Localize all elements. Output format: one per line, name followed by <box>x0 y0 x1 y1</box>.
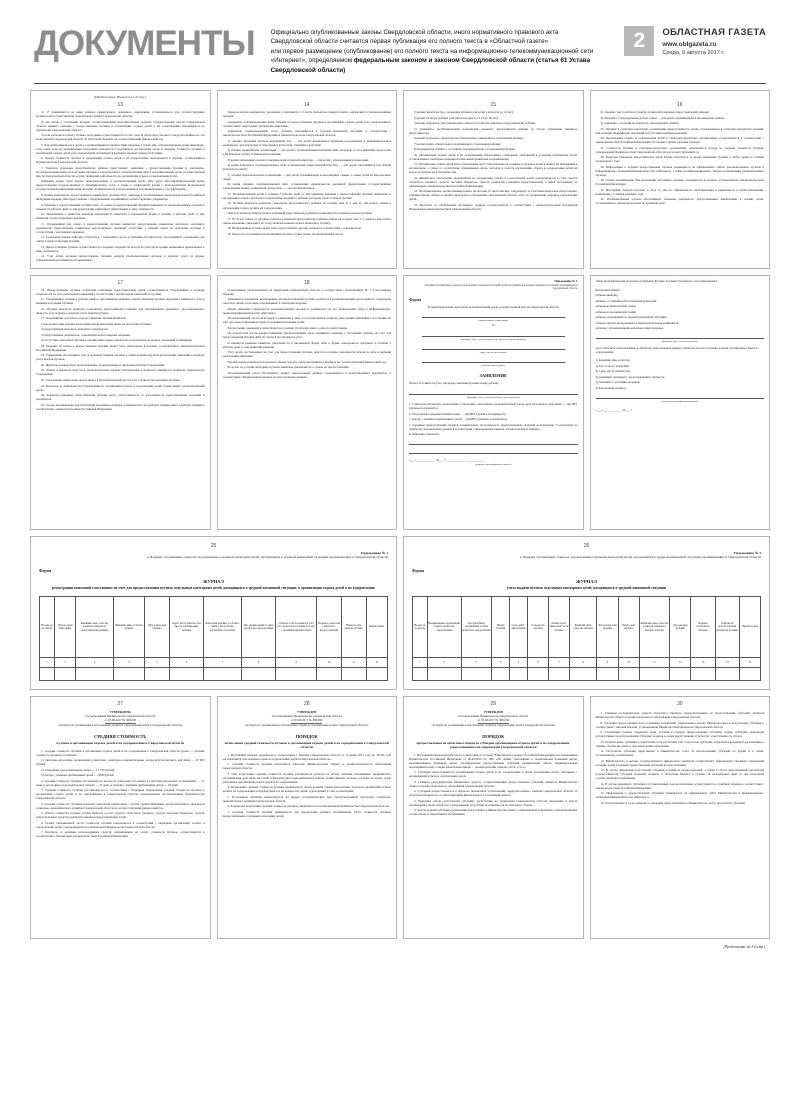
column-body: оздоровления, расположенные на территории Свердловской области, в соответствии с приложением № 1 к настоящему Порядку. Заявление и документы, необходимые для предоставления путевки, подаются в уполномоченный орган одним из следующих способов: лично; почтовым отправлением; в электронной форме. Форма заявления утверждается уполномоченным органом и размещается на его официальном сайте в информационно-телекоммуникационной сети «Интернет». Уполномоченный орган регистрирует заявление в день его поступления в журнале регистрации заявлений о постановке на учет для предоставления путевок отдельным категориям детей. Рассмотрение заявления осуществляется в течение 10 рабочих дней со дня его регистрации. По результатам рассмотрения заявления уполномоченный орган принимает решение о постановке ребенка на учет для предоставления путевки либо об отказе в постановке на учет. О принятом решении заявитель уведомляется в письменной форме либо в форме электронного документа в течение 5 рабочих дней со дня принятия решения. Учет детей, поставленных на учет для предоставления путевок, ведется в порядке очередности исходя из даты и времени регистрации заявления. Путевки предоставляются в пределах объема средств, предусмотренных в бюджете на соответствующий финансовый год. В случае отсутствия свободных путевок заявитель уведомляется о сроках их предоставления. Уполномоченный орган обеспечивает защиту персональных данных, содержащихся в представленных документах, в соответствии с Федеральным законом «О персональных данных». <box>222 287 391 379</box>
signature-caption: (подпись) (расшифровка подписи) <box>474 463 512 467</box>
approval-date-number: от 05.06.2017 № 368-ПП <box>477 717 509 722</box>
masthead-notice <box>255 26 625 75</box>
masthead <box>0 0 800 75</box>
form-label: Форма <box>409 296 422 302</box>
column-number: 14 <box>303 102 310 109</box>
journals-band <box>0 536 800 690</box>
approval-about: «О мерах по организации и обеспечению отдыха и оздоровления детей в Свердловской области» <box>244 722 369 727</box>
approval-label: УТВЕРЖДЕНА <box>109 709 131 714</box>
addressee-field[interactable] <box>422 312 565 318</box>
child-name-caption: (фамилия, имя, отчество ребенка, дата рождения) <box>466 396 520 400</box>
form-addressee: В территориальный отраслевой исполнительный орган государственной власти Свердловской области <box>427 304 559 309</box>
table-row <box>40 667 388 680</box>
column-body: 7. Главным распорядителем средств областного бюджета, предусмотренных на предоставление субсидий, является Министерство общего и профессионального образования Свердловской области. 8. Субсидии предоставляются на основании соглашения, заключаемого между Министерством и получателем субсидии в соответствии с типовой формой, установленной Министерством финансов Свердловской области. 9. Соглашение должно содержать: цели, условия и порядок предоставления субсидии; размер субсидии; показатели результативности использования субсидии; порядок и сроки представления отчетности; ответственность сторон. 10. Перечисление субсидии осуществляется на расчетный счет получателя субсидии, открытый в кредитной организации, в течение 10 рабочих дней со дня заключения соглашения. 11. Получатель субсидии представляет в Министерство отчет об использовании субсидии по форме и в сроки, установленные соглашением. 12. Министерство и органы государственного финансового контроля осуществляют обязательную проверку соблюдения условий, целей и порядка предоставления субсидий их получателями. 13. В случае нарушения получателем субсидии условий ее предоставления, а также в случае недостижения показателей результативности субсидия подлежит возврату в областной бюджет в течение 30 календарных дней со дня получения соответствующего требования. 14. В случае невозврата субсидии в установленный срок ее взыскание осуществляется в судебном порядке в соответствии с законодательством Российской Федерации. 15. Информация о предоставлении субсидий размещается на официальном сайте Министерства в информационно-телекоммуникационной сети «Интернет». 16. Ответственность за достоверность сведений, представляемых в Министерство, несут получатели субсидий. <box>595 710 764 805</box>
column-number: 28 <box>303 700 310 707</box>
child-name-field[interactable] <box>409 389 578 395</box>
page-title: ДОКУМЕНТЫ <box>34 24 255 63</box>
table-header-row: Но-мер по по-ряд-ку Наименование организации отдыха детей и их оздоровления Тип (профиль) организации отдыха детей и их оздоровления Номер путевки Срок дейст-вия путевки Стои-мость путевки Размер опла-чивае-мой части путевки Фамилия, имя, отчество ребенка Дата рожде-ния ребенка Катего-рия ребенка Фамилия, имя, отчество родителя (законного предста-вителя) Дата выдачи путевки Подпись получателя путевки Отметка об исполь-зовании (возврате) путевки При-меча-ние <box>413 596 761 657</box>
journal-subtitle: учета выдачи путевок отдельным категориям детей, находящихся в трудной жизненной ситуации <box>506 586 667 591</box>
applicant-address-field[interactable] <box>422 344 565 350</box>
journal-table <box>39 596 388 681</box>
column-15 <box>403 90 584 269</box>
form-title: ЗАЯВЛЕНИЕ <box>479 373 507 379</box>
column-body: 2) копия свидетельства о рождении ребенка (для детей в возрасте до 14 лет); 3) копия паспорта ребенка (для детей в возрасте от 14 до 18 лет); 4) копия документа, удостоверяющего личность родителя (законного представителя) ребенка; 5) документы, подтверждающие полномочия законного представителя ребенка (в случае обращения законного представителя); 6) копия страхового свидетельства обязательного пенсионного страхования ребенка; 7) копия полиса обязательного медицинского страхования ребенка; 8) медицинская справка о состоянии здоровья ребенка установленной формы. 20. Организация отдыха детей и их оздоровления обеспечивает соблюдение требований к условиям пребывания детей, установленных санитарно-эпидемиологическими правилами и нормативами. 21. Организация отдыха детей и их оздоровления несет ответственность за жизнь и здоровье детей в период их пребывания в организации, а также за соответствие применяемых форм, методов и средств организации отдыха и оздоровления детей их возрасту, интересам и потребностям. 22. Финансовое обеспечение мероприятий по организации отдыха и оздоровления детей осуществляется за счет средств областного бюджета, средств местных бюджетов, средств родителей (законных представителей) и иных источников, не запрещенных законодательством Российской Федерации. 23. Уполномоченные органы ежеквартально, не позднее 10 числа месяца, следующего за отчетным кварталом, представляют в Министерство общего и профессионального образования Свердловской области отчет об организации отдыха и оздоровления детей. 24. Контроль за соблюдением настоящего порядка осуществляется в соответствии с законодательством Российской Федерации и законодательством Свердловской области. <box>409 110 578 211</box>
masthead-notice-line2: Свердловской области считается первая публикация его полного текста в «Областной газете» <box>270 38 549 46</box>
column-body: ст. 17 применяются не ниже размера ежемесячного денежного содержания, установленного для соответствующих должностей государственной гражданской службы Свердловской области; 2) для детей, в отношении которых соответствующим исполнительным органом государственной власти Свердловской области принято решение о предоставлении путевки в организацию отдыха детей и их оздоровления, находящуюся на территории Свердловской области; 3) если расходы на оплату стоимости путевки осуществляются за счет средств областного бюджета, предусмотренных на эти цели законом Свердловской области об областном бюджете на соответствующий финансовый год. 5. Для детей-инвалидов и детей с ограниченными возможностями здоровья, а также лиц, сопровождающих детей-инвалидов, если такие дети по медицинским показаниям нуждаются в постоянном постороннем уходе и помощи, стоимость путевки в организации отдыха детей и их оздоровления оплачивается в размере полной стоимости путевки. 6. Оплата стоимости путевок в организации отдыха детей и их оздоровления производится в порядке, установленном Правительством Свердловской области. 7. Родители (законные представители) ребенка представляют заявление о предоставлении путевки и документы, подтверждающие право на получение путевки, в орган местного самоуправления либо в исполнительный орган государственной власти Свердловской области, осуществляющий деятельность по организации отдыха и оздоровления детей. Заявление может быть подано непосредственно в уполномоченный орган либо через многофункциональный центр предоставления государственных и муниципальных услуг, а также в электронной форме с использованием федеральной государственной информационной системы «Единый портал государственных и муниципальных услуг (функций)». 8. Копии документов, представляемых заявителем, должны быть заверены в установленном законодательством Российской Федерации порядке либо представлены с предъявлением подлинников соответствующих документов. 9. Решение о предоставлении путевки либо об отказе в предоставлении путевки принимается уполномоченным органом в течение 10 рабочих дней со дня регистрации заявления и прилагаемых к нему документов. 10. Уведомление о принятом решении направляется заявителю в письменной форме в течение 5 рабочих дней со дня принятия соответствующего решения. 11. Основаниями для отказа в предоставлении путевки являются: представление заявителем неполного комплекта документов; представление заявителем недостоверных сведений; отсутствие у ребенка права на получение путевки в соответствии с настоящим порядком. 12. Гражданин вправе повторно обратиться с заявлением после устранения обстоятельств, послуживших основанием для отказа в предоставлении путевки. 13. Предоставление путевок осуществляется в порядке очередности исходя из даты регистрации заявления и прилагаемых к нему документов. 14. Учет детей, которым предоставлены путевки, ведется уполномоченным органом в журнале учета по форме, утверждаемой настоящим постановлением. <box>36 110 205 263</box>
approval-authority: постановлением Правительства Свердловской области <box>271 713 342 718</box>
table-row <box>413 667 761 680</box>
form-label: Форма <box>39 568 52 574</box>
column-number: 13 <box>117 102 124 109</box>
consent-form <box>590 275 771 530</box>
column-18 <box>217 275 398 530</box>
form-items: 1. Санитарно-курортную организацию (санаторий, санаторный оздоровительный лагерь круглогодичного действия) — ДА/НЕТ (нужное подчеркнуть). 2. Загородный оздоровительный лагерь — ДА/НЕТ (нужное подчеркнуть). 3. Лагерь с дневным пребыванием детей — ДА/НЕТ (нужное подчеркнуть). С порядком предоставления путевок ознакомлен(а). Достоверность представленных сведений подтверждаю. Согласен(на) на обработку персональных данных в соответствии с Федеральным законом «О персональных данных». К заявлению прилагаю: <box>409 402 578 437</box>
doc-title: ПОРЯДОК <box>482 733 505 739</box>
applicant-phone-field[interactable] <box>422 357 565 363</box>
issue-date: Среда, 9 августа 2017 г. <box>662 50 725 57</box>
column-number: 29 <box>490 700 497 707</box>
article-band-2 <box>0 275 800 530</box>
page-number-badge: 2 <box>624 26 654 56</box>
column-17 <box>30 275 211 530</box>
continuation-note: (Продолжение. Начало на 1-й стр.). <box>94 95 147 100</box>
consent-data-list: 1) фамилия, имя, отчество; 2) дата и место рождения; 3) адрес места жительства; 4) реквизиты документа, удостоверяющего личность; 5) сведения о состоянии здоровья; 6) контактный телефон. <box>595 358 665 390</box>
appendix-reference: к Порядку организации отдыха и оздоровления отдельных категорий детей, находящихся в трудной жизненной ситуации, проживающих в Свердловской области <box>520 555 761 560</box>
applicant-name-caption: (фамилия, имя, отчество родителя (законного представителя) <box>460 338 526 342</box>
continuation-footer: (Продолжение на 3-й стр.). <box>723 944 766 949</box>
doc-subtitle: исчисления средней стоимости путевок в организации отдыха детей и их оздоровления в Свердловской области <box>224 740 389 749</box>
appendix-number: Приложение № 2 <box>361 550 388 555</box>
approval-about: «О мерах по организации и обеспечению отдыха и оздоровления детей в Свердловской области» <box>58 722 183 727</box>
approval-date-number: от 05.06.2017 № 368-ПП <box>104 717 136 722</box>
journal-title: ЖУРНАЛ <box>203 579 224 585</box>
column-number: 26 <box>583 542 590 549</box>
addressee-caption: (наименование территории) <box>478 319 509 323</box>
masthead-notice-line4-plain: «Интернет», определяемом <box>270 57 354 65</box>
consent-child-caption: (фамилия, имя, отчество ребенка) <box>661 340 698 344</box>
doc-title: СРЕДНЯЯ СТОИМОСТЬ <box>94 733 147 739</box>
column-number: 17 <box>117 279 124 286</box>
column-13 <box>30 90 211 269</box>
column-number: 18 <box>303 279 310 286</box>
column-body: 14. Предоставление путевок родителям (законным представителям) детей осуществляется Учреждением в порядке очередности по дате регистрации заявления в соответствии с датой подачи заявления на путевку. 15. Учреждение в течение 3 рабочих дней со дня принятия решения о предоставлении путевки уведомляет заявителя о дате и времени получения путевки. 16. Путевка выдается родителю (законному представителю) ребенка при предъявлении документа, удостоверяющего личность, под подпись в журнале учета выдачи путевок. 17. Основаниями для отказа в предоставлении путевки являются: 1) несоответствие ребенка категориям детей, имеющим право на получение путевки; 2) представление неполного комплекта документов; 3) представление документов, содержащих недостоверные сведения; 4) отсутствие свободных путевок в организации отдыха детей и их оздоровления на период, указанный в заявлении. 18. Решение об отказе в предоставлении путевки может быть обжаловано в порядке, установленном законодательством Российской Федерации. 19. Учреждение обеспечивает учет и хранение бланков путевок, а также ведение журнала регистрации заявлений и журнала учета выдачи путевок. 20. Журналы должны быть пронумерованы, прошнурованы и скреплены печатью Учреждения. 21. Записи в журналах ведутся в хронологическом порядке. Исправления в журналах заверяются подписью руководителя Учреждения. 22. Учреждение ежемесячно представляет в уполномоченный орган отчет о количестве выданных путевок. 23. Контроль за деятельностью Учреждения по организации отдыха и оздоровления детей осуществляет уполномоченный орган. 24. Родители (законные представители) ребенка несут ответственность за достоверность представленных сведений и документов. 25. Споры, возникающие при реализации настоящего порядка, разрешаются в досудебном порядке или в судебном порядке в соответствии с законодательством Российской Федерации. <box>36 287 205 411</box>
paper-name: ОБЛАСТНАЯ ГАЗЕТА <box>662 27 766 38</box>
attachments-field-2[interactable] <box>409 448 578 454</box>
column-number: 15 <box>490 102 497 109</box>
appendix-reference: к Порядку организации отдыха и оздоровления отдельных категорий детей, находящихся в трудной жизненной ситуации, проживающих в Свердловской области <box>424 283 578 291</box>
column-30 <box>590 696 771 939</box>
appendix-reference: к Порядку организации отдыха и оздоровления отдельных категорий детей, находящихся в трудной жизненной ситуации, проживающих в Свердловской области <box>147 555 388 560</box>
consent-signature-caption: (подпись) (расшифровка подписи) <box>661 399 699 403</box>
column-16 <box>590 90 771 269</box>
column-27 <box>30 696 211 939</box>
doc-subtitle: предоставления из областного бюджета субсидий организациям отдыха детей и их оздоровления, расположенным на территории Свердловской области <box>416 740 570 749</box>
column-body: 1. Настоящий порядок разработан в соответствии с Законом Свердловской области от 15 июня 2011 года № 38-ОЗ «Об организации и обеспечении отдыха и оздоровления детей в Свердловской области». 2. Средняя стоимость путевки исчисляется ежегодно Министерством общего и профессионального образования Свердловской области. 3. При исчислении средней стоимости путевки учитываются расходы на оплату питания, проживания, медицинского обслуживания, культурно-массовой и физкультурно-оздоровительной работы, хозяйственные расходы, расходы на оплату труда работников организаций отдыха детей и их оздоровления. 4. Исчисление средней стоимости путевки производится путем деления суммы фактических расходов организаций отдыха детей и их оздоровления за предыдущий год на количество детей, отдохнувших в этих организациях. 5. Полученное значение индексируется на индекс потребительских цен, предусмотренный прогнозом социально-экономического развития Свердловской области. 6. Результаты исчисления средней стоимости путевки утверждаются постановлением Правительства Свердловской области. 7. Средняя стоимость путевки применяется для определения размера оплачиваемой части стоимости путевки, предоставляемой отдельным категориям детей. <box>222 752 391 818</box>
column-28 <box>217 696 398 939</box>
applicant-phone-caption: (контактный телефон) <box>481 364 506 368</box>
masthead-notice-line4-bold: федеральным законом и законом Свердловской области (статья 61 Устава Свердловской области) <box>270 57 591 74</box>
doc-subtitle: путевок в организации отдыха детей и их оздоровления в Свердловской области <box>56 740 185 745</box>
journal-subtitle: регистрации заявлений о постановке на учет для предоставления путевок отдельным категориям детей, находящихся в трудной жизненной ситуации, в организации отдыха детей и их оздоровления <box>52 586 375 591</box>
consent-header: обществом фактически подлежат «Сбербанка России» и суммах (брокерско-оздоровительных): <box>595 278 718 283</box>
consent-date-line: «___» ____________ 20___ г. <box>595 407 633 412</box>
masthead-divider <box>34 83 766 84</box>
approval-date-number: от 05.06.2017 № 368-ПП <box>291 717 323 722</box>
table-number-row: 1 2 3 4 5 6 7 8 9 10 11 12 13 14 15 <box>413 657 761 667</box>
masthead-notice-line1: Официально опубликованные законы Свердловской области, иного нормативного правового акта <box>270 29 559 36</box>
journal-table <box>412 596 761 681</box>
column-number: 25 <box>210 542 217 549</box>
column-body: 1. Средняя стоимость путевки в организации отдыха детей и их оздоровления в Свердловской области (далее — средняя стоимость путевки) составляет: 1) санаторно-курортные организации (санатории, санаторно-оздоровительные лагеря круглогодичного действия) — 27 900 рублей; 2) загородные оздоровительные лагеря — 17 570 рублей; 3) лагеря с дневным пребыванием детей — 3000 рублей. 2. Средняя стоимость путевки рассчитывается исходя из длительности смены: в санаторно-курортных организациях — 21 день; в загородных оздоровительных лагерях — 21 день; в лагерях с дневным пребыванием детей — 18 дней. 3. Средняя стоимость путевки рассчитывается в соответствии с Порядком определения средней стоимости путевок в организации отдыха детей и их оздоровления в Свердловской области, утвержденным постановлением Правительства Свердловской области. 4. Средняя стоимость путевки подлежит ежегодной индексации с учетом уровня инфляции, предусмотренного прогнозом социально-экономического развития Свердловской области на соответствующий финансовый год. 5. Оплата стоимости путевок осуществляется за счет средств областного бюджета, средств местных бюджетов, средств работодателей и средств родителей (законных представителей) детей. 6. Размер оплачиваемой части стоимости путевки определяется в соответствии с Порядком организации отдыха и оздоровления детей, утвержденным постановлением Правительства Свердловской области. 7. Контроль за целевым использованием средств, направляемых на оплату стоимости путевок, осуществляется в соответствии с бюджетным законодательством Российской Федерации. <box>36 748 205 839</box>
table-number-row: 1 2 3 4 5 6 7 8 9 10 11 12 <box>40 657 388 667</box>
applicant-name-field[interactable] <box>422 331 565 337</box>
applicant-address-caption: (адрес места жительства) <box>479 351 507 355</box>
request-line: Прошу поставить на учет для предоставления путевки моему ребенку <box>409 381 499 386</box>
consent-body: дает согласие на использование и обработку персональных данных обязательств своего ребенка в целях организации отдыха и оздоровления: <box>595 346 758 355</box>
paper-website[interactable]: www.oblgazeta.ru <box>662 40 717 48</box>
table-header-row: Но-мер по по-ряд-ку Дата по-дачи заяв-ления Фамилия, имя, отчество родителя (законного представителя) ребенка Фамилия, имя, отчество ребенка Дата рожде-ния ребенка Адрес места житель-ства (места пребыва-ния) ребенка Категория ребенка, в соответ-ствии с которой пре-доставляет-ся путевка Тип органи-зации от-дыха детей и их оздоров-ления Отметка о поста-новке на учет (об отказе в поста-новке на учет) с указанием причин отказа Подпись роди-теля (закон-ного предста-вителя) Номер и дата выдачи путевки Приме-чание <box>40 596 388 657</box>
column-body: 1. Настоящий порядок разработан в соответствии со статьей 78 Бюджетного кодекса Российской Федерации, постановлением Правительства Российской Федерации от 06.09.2016 № 887 «Об общих требованиях к нормативным правовым актам, муниципальным правовым актам, регулирующим предоставление субсидий юридическим лицам, индивидуальным предпринимателям, а также физическим лицам — производителям товаров, работ, услуг». 2. Субсидии предоставляются организациям отдыха детей и их оздоровления в целях возмещения затрат, связанных с организацией отдыха и оздоровления детей. 3. Главным распорядителем бюджетных средств, осуществляющим предоставление субсидий, является Министерство общего и профессионального образования Свердловской области. 4. Субсидии предоставляются в пределах бюджетных ассигнований, предусмотренных законом Свердловской области об областном бюджете на соответствующий финансовый год и плановый период. 5. Критерии отбора получателей субсидий: регистрация на территории Свердловской области; включение в реестр организаций отдыха детей и их оздоровления; отсутствие задолженности по налогам и сборам. 6. Для получения субсидии организация представляет в Министерство заявку с приложением документов, подтверждающих соответствие установленным требованиям. <box>409 752 578 817</box>
article-band-4 <box>0 696 800 939</box>
journal-registration <box>30 536 397 690</box>
approval-label: УТВЕРЖДЕН <box>483 709 503 714</box>
column-14 <box>217 90 398 269</box>
column-number: 16 <box>676 102 683 109</box>
masthead-right <box>624 26 766 57</box>
consent-signature-field[interactable] <box>596 393 765 399</box>
masthead-notice-line3: или первое размещение (опубликование) его полного текста на информационно-телекоммуникационной сети <box>270 47 594 55</box>
column-29 <box>403 696 584 939</box>
approval-authority: постановлением Правительства Свердловской области <box>85 713 156 718</box>
appendix-number: Приложение № 3 <box>734 550 761 555</box>
approval-label: УТВЕРЖДЕН <box>297 709 317 714</box>
form-label: Форма <box>412 568 425 574</box>
column-body: 2) справки с места работы (службы) родителей (законных представителей) ребенка; 3) сведения о среднедушевом доходе семьи — для детей, проживающих в малоимущих семьях; 4) заявление о согласии на обработку персональных данных. 25. Путевки в санаторно-курортные организации предоставляются детям, нуждающимся в санаторно-курортном лечении, при наличии медицинских показаний и отсутствии противопоказаний. 26. Организация отдыха и оздоровления детей в санаторно-курортных организациях осуществляется в соответствии с законодательством Российской Федерации об основах охраны здоровья граждан. 27. Стоимость путевки в санаторно-курортную организацию определяется исходя из средней стоимости путевки, утверждаемой Правительством Свердловской области на соответствующий год. 28. Родители (законные представители) детей вправе обратиться за предоставлением путевки в любое время в течение календарного года. 29. Информация о порядке предоставления путевок размещается на официальных сайтах уполномоченных органов в информационно-телекоммуникационной сети «Интернет», а также на информационных стендах в помещениях уполномоченных органов. 30. Споры, возникающие при реализации настоящего порядка, разрешаются в порядке, установленном законодательством Российской Федерации. 31. Настоящий порядок вступает в силу со дня его официального опубликования и применяется к правоотношениям, возникшим с 1 января текущего года. 32. Уполномоченные органы обеспечивают хранение документов, представленных заявителями, в течение срока, установленного законодательством об архивном деле. <box>595 110 764 206</box>
date-signature-line: «___» ____________ 20___ г. ____________ / ____________ <box>409 458 485 463</box>
consent-child-field[interactable] <box>596 333 765 339</box>
application-form <box>403 275 584 530</box>
column-number: 27 <box>117 700 124 707</box>
journal-issuance <box>403 536 770 690</box>
consent-categories: Категория ребенка: ребенок-инвалид; ребенок, оставшийся без попечения родителей; ребенок из многодетной семьи; ребенок из малоимущей семьи; ребенок, находящийся в трудной жизненной ситуации; ребенок, жертва вооруженных и межнациональных конфликтов; ребенок с ограниченными возможностями здоровья. <box>595 287 680 331</box>
column-number: 30 <box>676 700 683 707</box>
journal-title: ЖУРНАЛ <box>576 579 597 585</box>
approval-about: «О мерах по организации и обеспечению отдыха и оздоровления детей в Свердловской области» <box>431 722 556 727</box>
article-band-1 <box>0 90 800 269</box>
appendix-number: Приложение № 1 <box>554 278 578 283</box>
masthead-notice-line4 <box>271 56 615 75</box>
from-label: от <box>491 323 495 328</box>
doc-title: ПОРЯДОК <box>295 733 318 739</box>
approval-authority: постановлением Правительства Свердловской области <box>458 713 529 718</box>
attachments-field[interactable] <box>409 439 578 445</box>
column-body: Порядок подачи документов, указанных в подпунктах 1–3 части третьей настоящего пункта, определяется уполномоченным органом. документы, подтверждающие право ребенка на предоставление путевки в организацию отдыха детей и их оздоровления в соответствии с категорией, указанной в заявлении; документы, подтверждающие статус ребенка, находящегося в трудной жизненной ситуации, в соответствии с законодательством Российской Федерации и законодательством Свердловской области; 1) справка, выданная органом внутренних дел, — для детей, являющихся жертвами вооруженных и межнациональных конфликтов, экологических и техногенных катастроф, стихийных бедствий; 2) справка медицинской организации — для детей с ограниченными возможностями здоровья, то есть имеющих недостатки в физическом и (или) психическом развитии; 3) копия заключения психолого-медико-педагогической комиссии — для детей с отклонениями в поведении; 4) копия документа, подтверждающего факт установления опеки (попечительства), — для детей, находящихся под опекой (попечительством); 5) справка образовательной организации — для детей, проживающих в малоимущих семьях, а также детей из многодетных семей; 6) копия справки, подтверждающей факт установления инвалидности, выданной федеральным государственным учреждением медико-социальной экспертизы, — для детей-инвалидов. 15. Уполномоченный орган в течение 3 рабочих дней со дня принятия решения о предоставлении путевки направляет в организацию отдыха детей и их оздоровления сведения о ребенке, которому предоставлена путевка. 16. Путевка выдается родителю (законному представителю) ребенка не позднее чем за 3 дня до дня начала смены в организации отдыха детей и их оздоровления. При получении путевки родитель (законный представитель) ребенка расписывается в журнале выдачи путевок. 17. В случае отказа от путевки родитель (законный представитель) ребенка обязан не позднее чем за 5 дней до дня начала смены письменно уведомить об этом уполномоченный орган и возвратить путевку. 18. Возвращенная путевка может быть предоставлена другому ребенку в соответствии с очередностью. 19. Контроль за целевым использованием путевок осуществляет уполномоченный орган. <box>222 110 391 236</box>
